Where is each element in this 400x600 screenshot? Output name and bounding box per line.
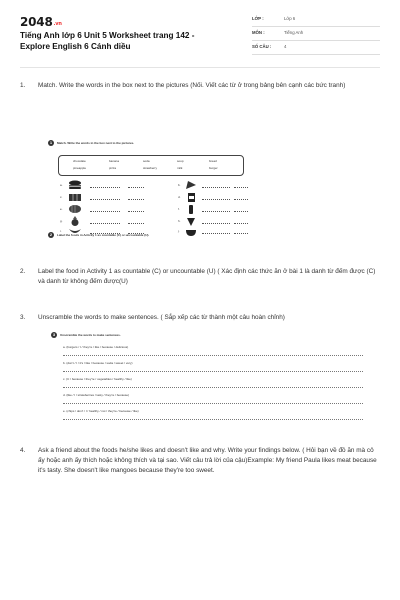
soup-picture-icon	[184, 226, 198, 236]
answer-line[interactable]	[63, 387, 363, 388]
word-box-item: chocolate	[73, 159, 86, 163]
unscramble-item	[63, 409, 363, 424]
answer-line[interactable]	[202, 199, 230, 200]
activity-instruction: Label the foods in Activity 1 as countable (C) or uncountable (U).	[57, 233, 150, 237]
question-number: 1.	[20, 82, 26, 89]
meta-label: MÔN :	[252, 30, 265, 35]
unscramble-words: e. (chips / don't / I / healthy / not / they're / because / like)	[63, 409, 139, 413]
word-box-item: bread	[209, 159, 217, 163]
question-text: Match. Write the words in the box next to the pictures (Nối. Viết các từ ở trong bảng bên cạnh các bức tranh)	[38, 82, 346, 89]
milk-picture-icon	[184, 192, 198, 202]
activity-badge: 1	[49, 140, 53, 145]
burger-picture-icon	[68, 180, 82, 190]
logo-text: 2048	[20, 15, 53, 29]
activity-badge: 2	[49, 232, 53, 237]
activity-badge: 3	[52, 332, 56, 337]
unscramble-words: a. (burgers / I / they're / like / because / delicious)	[63, 345, 129, 349]
answer-line[interactable]	[234, 233, 248, 234]
answer-line[interactable]	[63, 355, 363, 356]
item-letter: d.	[178, 195, 181, 199]
word-box-item: banana	[109, 159, 120, 163]
meta-label: LỚP :	[252, 16, 264, 21]
item-letter: h.	[178, 219, 181, 223]
worksheet-header	[0, 0, 400, 66]
answer-line[interactable]	[63, 371, 363, 372]
answer-line[interactable]	[63, 403, 363, 404]
activity-2-heading	[48, 232, 149, 238]
activity-instruction: Match. Write the words in the box next to the pictures.	[57, 141, 135, 145]
activity-1-image	[48, 140, 248, 240]
activity-3-heading	[51, 332, 121, 338]
strawberry-picture-icon	[184, 216, 198, 226]
unscramble-item	[63, 393, 363, 408]
word-box-item: burger	[209, 166, 218, 170]
activity-3-image	[51, 332, 361, 422]
answer-line[interactable]	[202, 211, 230, 212]
picture-row	[60, 180, 246, 191]
soda-picture-icon	[184, 204, 198, 214]
question-number: 3.	[20, 314, 26, 321]
pizza-picture-icon	[184, 180, 198, 190]
word-box-item: strawberry	[143, 166, 158, 170]
item-letter: c.	[60, 195, 63, 199]
activity-instruction: Unscramble the words to make sentences.	[60, 333, 121, 337]
item-letter: f.	[178, 207, 180, 211]
header-divider	[20, 67, 380, 68]
meta-row-subject	[252, 27, 380, 41]
item-letter: e.	[60, 207, 63, 211]
item-letter: j.	[178, 229, 180, 233]
item-letter: a.	[60, 183, 63, 187]
item-letter: i.	[60, 229, 62, 233]
logo-domain: .vn	[53, 21, 62, 27]
answer-line[interactable]	[202, 223, 230, 224]
answer-line[interactable]	[90, 199, 120, 200]
answer-line[interactable]	[234, 199, 248, 200]
word-box-item: soda	[143, 159, 150, 163]
answer-line[interactable]	[234, 211, 248, 212]
item-letter: b.	[178, 183, 181, 187]
site-logo[interactable]	[20, 15, 62, 29]
unscramble-words: c. (C / because / they're / vegetables / healthy / like)	[63, 377, 132, 381]
meta-value: Lớp 6	[284, 16, 296, 21]
bread-picture-icon	[68, 204, 82, 214]
unscramble-words: b. (don't / I / it's / like / because / soda / sweet / very)	[63, 361, 133, 365]
answer-line[interactable]	[202, 233, 230, 234]
answer-line[interactable]	[128, 223, 144, 224]
unscramble-item	[63, 377, 363, 392]
question-number: 4.	[20, 447, 26, 454]
page-title: Tiếng Anh lớp 6 Unit 5 Worksheet trang 142 - Explore English 6 Cánh diều	[20, 31, 195, 51]
answer-line[interactable]	[128, 187, 144, 188]
meta-row-class	[252, 13, 380, 27]
answer-line[interactable]	[234, 187, 248, 188]
question-text: Label the food in Activity 1 as countable (C) or uncountable (U) ( Xác định các thức ăn ở bài 1 là danh từ đếm được (C) và danh từ không đếm được(U)	[38, 268, 376, 285]
meta-value: 4	[284, 44, 287, 49]
word-box-item: soup	[177, 159, 184, 163]
answer-line[interactable]	[128, 211, 144, 212]
question-text: Unscramble the words to make sentences. ( Sắp xếp các từ thành một câu hoàn chỉnh)	[38, 314, 285, 321]
chocolate-picture-icon	[68, 192, 82, 202]
answer-line[interactable]	[234, 223, 248, 224]
answer-line[interactable]	[128, 199, 144, 200]
answer-line[interactable]	[90, 211, 120, 212]
word-box-item: pineapple	[73, 166, 87, 170]
word-box-item: pizza	[109, 166, 117, 170]
unscramble-item	[63, 361, 363, 376]
meta-label: SỐ CÂU :	[252, 44, 272, 49]
meta-row-count	[252, 41, 380, 55]
item-letter: g.	[60, 219, 63, 223]
meta-table	[252, 13, 380, 55]
pineapple-picture-icon	[68, 216, 82, 226]
picture-row	[60, 204, 246, 215]
word-box	[58, 155, 244, 176]
answer-line[interactable]	[90, 223, 120, 224]
activity-1-heading	[48, 140, 134, 146]
question-number: 2.	[20, 268, 26, 275]
word-box-item: milk	[177, 166, 183, 170]
picture-row	[60, 192, 246, 203]
meta-value: Tiếng Anh	[284, 30, 304, 35]
unscramble-item	[63, 345, 363, 360]
question-text: Ask a friend about the foods he/she likes and doesn't like and why. Write your findings below. ( Hỏi bạn về đồ ăn mà cô ấy hoặc anh ấy thích hoặc không thích và tại sao. Viết câu trả lời của cậu)Example: My friend Paula likes meat because it's tasty. She doesn't like mangoes because they're too sweet.	[38, 447, 377, 474]
answer-line[interactable]	[63, 419, 363, 420]
unscramble-words: d. (like / I / strawberries / tasty / they're / because)	[63, 393, 130, 397]
answer-line[interactable]	[90, 187, 120, 188]
answer-line[interactable]	[202, 187, 230, 188]
